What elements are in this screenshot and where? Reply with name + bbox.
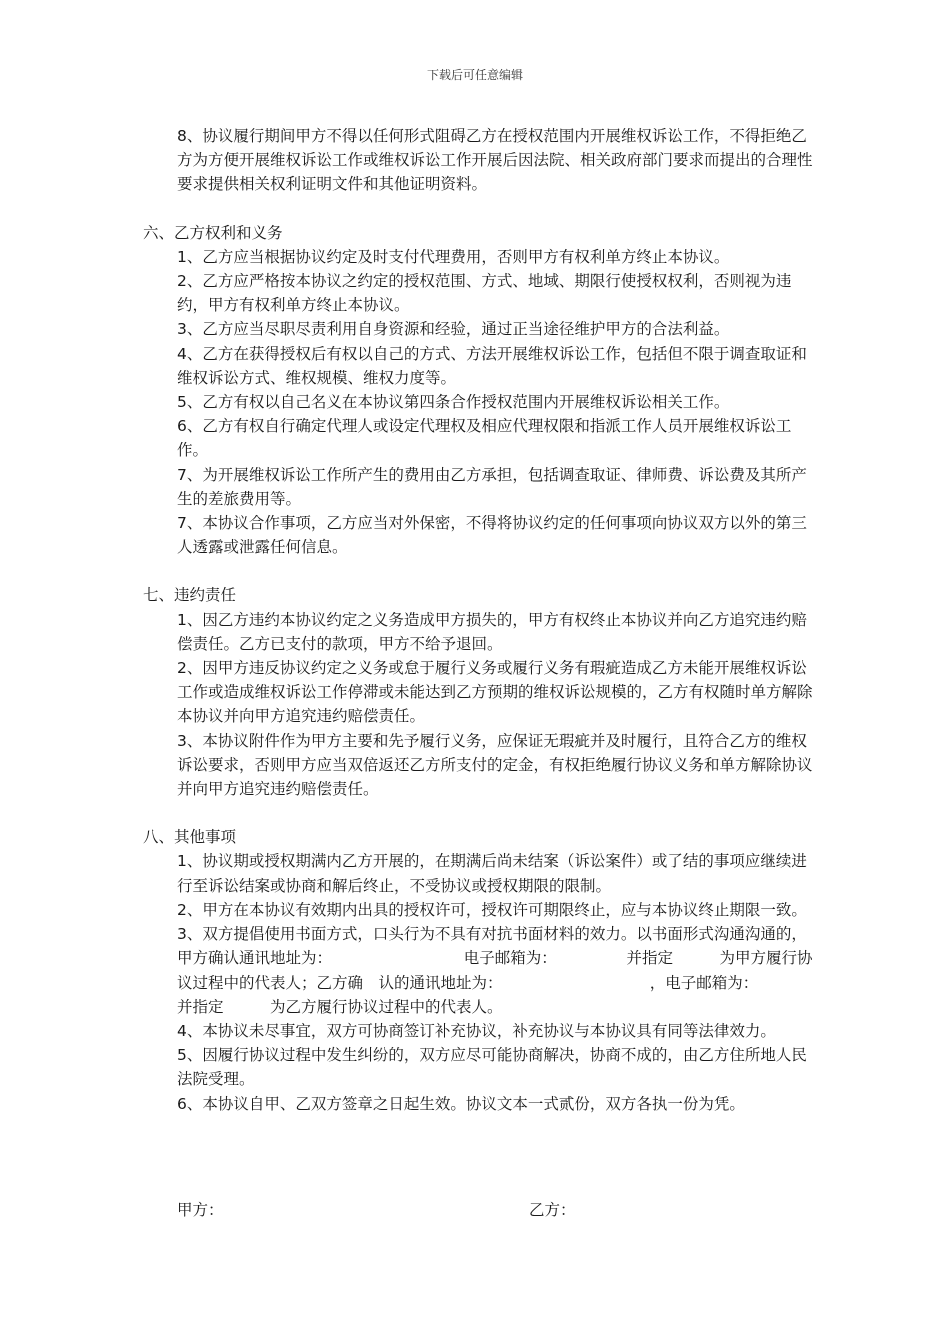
section-heading: 六、乙方权利和义务: [143, 223, 283, 242]
clause: 1、因乙方违约本协议约定之义务造成甲方损失的，甲方有权终止本协议并向乙方追究违约赔偿责任。乙方已支付的款项，甲方不给予退回。: [177, 610, 807, 653]
clause: 7、本协议合作事项，乙方应当对外保密，不得将协议约定的任何事项向协议双方以外的第三人透露或泄露任何信息。: [177, 514, 807, 557]
clause: 1、协议期或授权期满内乙方开展的，在期满后尚未结案（诉讼案件）或了结的事项应继续进行至诉讼结案或协商和解后终止，不受协议或授权期限的限制。: [177, 852, 807, 895]
clause: 2、因甲方违反协议约定之义务或怠于履行义务或履行义务有瑕疵造成乙方未能开展维权诉讼工作或造成维权诉讼工作停滞或未能达到乙方预期的维权诉讼规模的，乙方有权随时单方解除本协议并向甲方追究违约赔偿责任。: [177, 659, 813, 726]
intro-paragraph: 8、协议履行期间甲方不得以任何形式阻碍乙方在授权范围内开展维权诉讼工作，不得拒绝乙方为方便开展维权诉讼工作或维权诉讼工作开展后因法院、相关政府部门要求而提出的合理性要求提供相关权利证明文件和其他证明资料。: [177, 127, 813, 194]
page-header: 下载后可任意编辑: [426, 68, 523, 82]
clause: 3、本协议附件作为甲方主要和先予履行义务，应保证无瑕疵并及时履行，且符合乙方的维权诉讼要求，否则甲方应当双倍返还乙方所支付的定金，有权拒绝履行协议义务和单方解除协议并向甲方追究违约赔偿责任。: [177, 731, 813, 799]
clause: 3、乙方应当尽职尽责利用自身资源和经验，通过正当途径维护甲方的合法利益。: [177, 320, 730, 339]
document-body: [143, 124, 815, 1116]
clause: 7、为开展维权诉讼工作所产生的费用由乙方承担，包括调查取证、律师费、诉讼费及其所产生的差旅费用等。: [177, 465, 807, 508]
section-heading: 八、其他事项: [143, 828, 237, 847]
section-other-matters: [143, 825, 815, 1115]
clause: 2、甲方在本协议有效期内出具的授权许可，授权许可期限终止，应与本协议终止期限一致。: [177, 900, 807, 919]
section-heading: 七、违约责任: [143, 586, 237, 605]
clause: 6、本协议自甲、乙双方签章之日起生效。协议文本一式贰份，双方各执一份为凭。: [177, 1094, 745, 1113]
clause: 5、因履行协议过程中发生纠纷的，双方应尽可能协商解决，协商不成的，由乙方住所地人民法院受理。: [177, 1046, 807, 1089]
section-breach-liability: [143, 583, 815, 801]
clause: 1、乙方应当根据协议约定及时支付代理费用，否则甲方有权利单方终止本协议。: [177, 247, 730, 266]
clause: 3、双方提倡使用书面方式，口头行为不具有对抗书面材料的效力。以书面形式沟通沟通的，甲方确认通讯地址为： 电子邮箱为： 并指定 为甲方履行协议过程中的代表人；乙方确 认的通讯地址为： ，电子邮箱为： 并指定 为乙方履行协议过程中的代表人。: [177, 925, 813, 1016]
section-party-b-rights: [143, 221, 815, 560]
party-a-signature-label: 甲方：: [177, 1201, 224, 1219]
clause: 6、乙方有权自行确定代理人或设定代理权及相应代理权限和指派工作人员开展维权诉讼工作。: [177, 417, 792, 460]
clause: 4、乙方在获得授权后有权以自己的方式、方法开展维权诉讼工作，包括但不限于调查取证和维权诉讼方式、维权规模、维权力度等。: [177, 344, 807, 387]
party-b-signature-label: 乙方：: [529, 1201, 576, 1219]
clause: 4、本协议未尽事宜，双方可协商签订补充协议，补充协议与本协议具有同等法律效力。: [177, 1021, 776, 1040]
clause: 2、乙方应严格按本协议之约定的授权范围、方式、地域、期限行使授权权利，否则视为违约，甲方有权利单方终止本协议。: [177, 272, 792, 315]
clause: 5、乙方有权以自己名义在本协议第四条合作授权范围内开展维权诉讼相关工作。: [177, 393, 730, 412]
